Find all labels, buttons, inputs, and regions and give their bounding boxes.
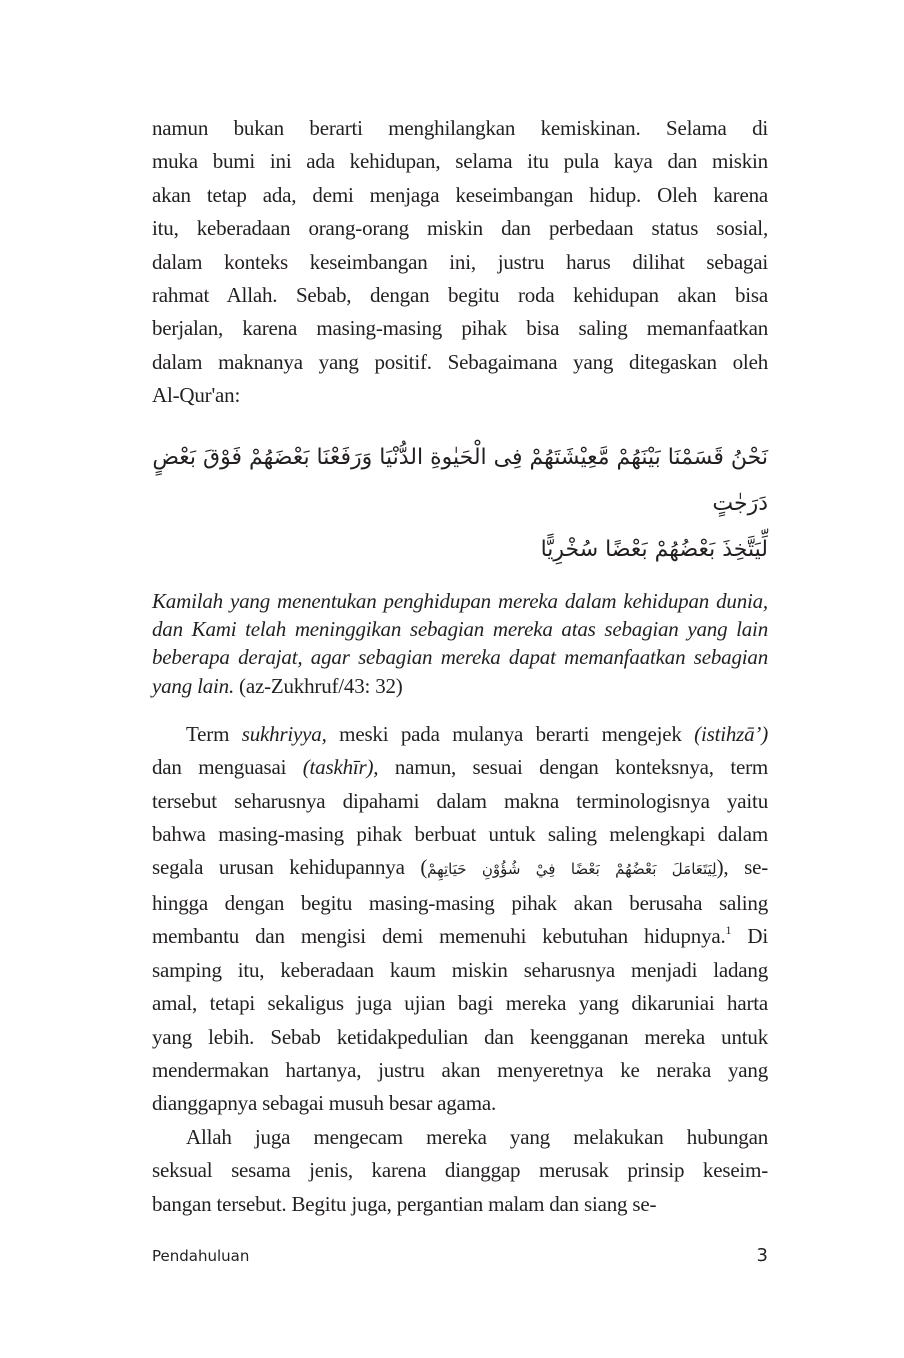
text-segment: amal, tetapi sekaligus juga ujian bagi mereka yang dikaruniai harta <box>152 991 768 1016</box>
text-line <box>152 312 768 345</box>
text-line <box>152 818 768 851</box>
text-line <box>152 145 768 178</box>
text-line <box>152 179 768 212</box>
text-line <box>152 920 768 953</box>
text-segment: hingga dengan begitu masing-masing pihak akan berusaha saling <box>152 890 768 915</box>
text-line <box>152 887 768 920</box>
running-footer-chapter: Pendahuluan <box>152 1246 250 1265</box>
text-segment: tersebut seharusnya dipahami dalam makna terminologisnya yaitu <box>152 788 768 813</box>
text-line <box>152 718 768 751</box>
text-line <box>152 379 768 412</box>
text-segment: seksual sesama jenis, karena dianggap merusak prinsip keseim- <box>152 1158 768 1183</box>
footnote-ref: 1 <box>725 923 732 938</box>
text-segment: beberapa derajat, agar sebagian mereka dapat memanfaatkan sebagian <box>152 645 768 670</box>
text-segment: namun, sesuai dengan konteksnya, term <box>378 755 769 780</box>
page-number: 3 <box>756 1244 768 1266</box>
text-segment: bahwa masing-masing pihak berbuat untuk saling melengkapi dalam <box>152 822 768 847</box>
text-line <box>152 954 768 987</box>
quran-verse <box>152 435 768 573</box>
text-segment: dalam konteks keseimbangan ini, justru harus dilihat sebagai <box>152 249 768 274</box>
text-segment: yang lebih. Sebab ketidakpedulian dan keengganan mereka untuk <box>152 1024 768 1049</box>
text-line <box>152 212 768 245</box>
text-segment: segala urusan kehidupannya ( <box>152 855 428 880</box>
text-line <box>152 987 768 1020</box>
text-segment: bangan tersebut. Begitu juga, pergantian malam dan siang se- <box>152 1191 657 1216</box>
text-line <box>152 1054 768 1087</box>
text-line <box>152 615 768 643</box>
text-line <box>152 1087 768 1120</box>
text-line <box>152 1188 768 1221</box>
paragraph-2 <box>152 718 768 1121</box>
text-segment: berjalan, karena masing-masing pihak bisa saling memanfaatkan <box>152 316 768 341</box>
text-line <box>152 1121 768 1154</box>
text-line <box>152 1154 768 1187</box>
text-segment: akan tetap ada, demi menjaga keseimbangan hidup. Oleh karena <box>152 182 768 207</box>
text-line <box>152 785 768 818</box>
paragraph-3 <box>152 1121 768 1221</box>
text-line <box>152 751 768 784</box>
text-line <box>152 587 768 615</box>
text-segment: dianggapnya sebagai musuh besar agama. <box>152 1091 497 1116</box>
text-segment: samping itu, keberadaan kaum miskin seharusnya menjadi ladang <box>152 957 768 982</box>
text-line <box>152 279 768 312</box>
text-segment: Di <box>731 924 768 949</box>
text-segment: mendermakan hartanya, justru akan menyeretnya ke neraka yang <box>152 1057 768 1082</box>
text-segment: rahmat Allah. Sebab, dengan begitu roda kehidupan akan bisa <box>152 283 768 308</box>
arabic-inline: لِيَتَعَامَلَ بَعْضُهُمْ بَعْضًا فِيْ شُؤُوْنِ حَيَاتِهِمْ <box>427 860 717 879</box>
text-segment: (az-Zukhruf/43: 32) <box>234 673 403 698</box>
page-footer <box>152 1245 768 1266</box>
text-segment: dan menguasai <box>152 755 303 780</box>
text-segment: membantu dan mengisi demi memenuhi kebutuhan hidupnya. <box>152 924 726 949</box>
text-segment: namun bukan berarti menghilangkan kemiskinan. Selama di <box>152 116 768 140</box>
text-segment: dan Kami telah meninggikan sebagian mereka atas sebagian yang lain <box>152 616 768 641</box>
text-line <box>152 851 768 886</box>
text-segment: dalam maknanya yang positif. Sebagaimana yang ditegaskan oleh <box>152 349 768 374</box>
text-line <box>152 643 768 671</box>
text-segment: ), se- <box>716 855 768 880</box>
text-segment: (istihzā’) <box>694 721 768 746</box>
quran-verse-line-1: نَحْنُ قَسَمْنَا بَيْنَهُمْ مَّعِيْشَتَهُمْ فِى الْحَيٰوةِ الدُّنْيَا وَرَفَعْنَا بَعْضَهُمْ فَوْقَ بَعْضٍ دَرَجٰتٍ <box>152 444 768 516</box>
text-line <box>152 1021 768 1054</box>
text-segment: Kamilah yang menentukan penghidupan mereka dalam kehidupan dunia, <box>152 588 768 613</box>
text-segment: Al-Qur'an: <box>152 383 241 408</box>
text-segment: sukhriyya, <box>241 721 327 746</box>
paragraph-1 <box>152 112 768 413</box>
text-segment: meski pada mulanya berarti mengejek <box>326 721 695 746</box>
text-segment: Allah juga mengecam mereka yang melakukan hubungan <box>186 1124 768 1149</box>
text-segment: itu, keberadaan orang-orang miskin dan perbedaan status sosial, <box>152 216 768 241</box>
text-line <box>152 672 768 700</box>
text-line <box>152 346 768 379</box>
verse-translation <box>152 587 768 700</box>
quran-verse-line-2: لِّيَتَّخِذَ بَعْضُهُمْ بَعْضًا سُخْرِيًّا <box>540 536 768 562</box>
text-segment: (taskhīr), <box>302 755 379 780</box>
text-segment: yang lain. <box>152 673 234 698</box>
text-line <box>152 246 768 279</box>
text-segment: Term <box>186 721 242 746</box>
text-line <box>152 112 768 145</box>
text-segment: muka bumi ini ada kehidupan, selama itu pula kaya dan miskin <box>152 149 768 174</box>
